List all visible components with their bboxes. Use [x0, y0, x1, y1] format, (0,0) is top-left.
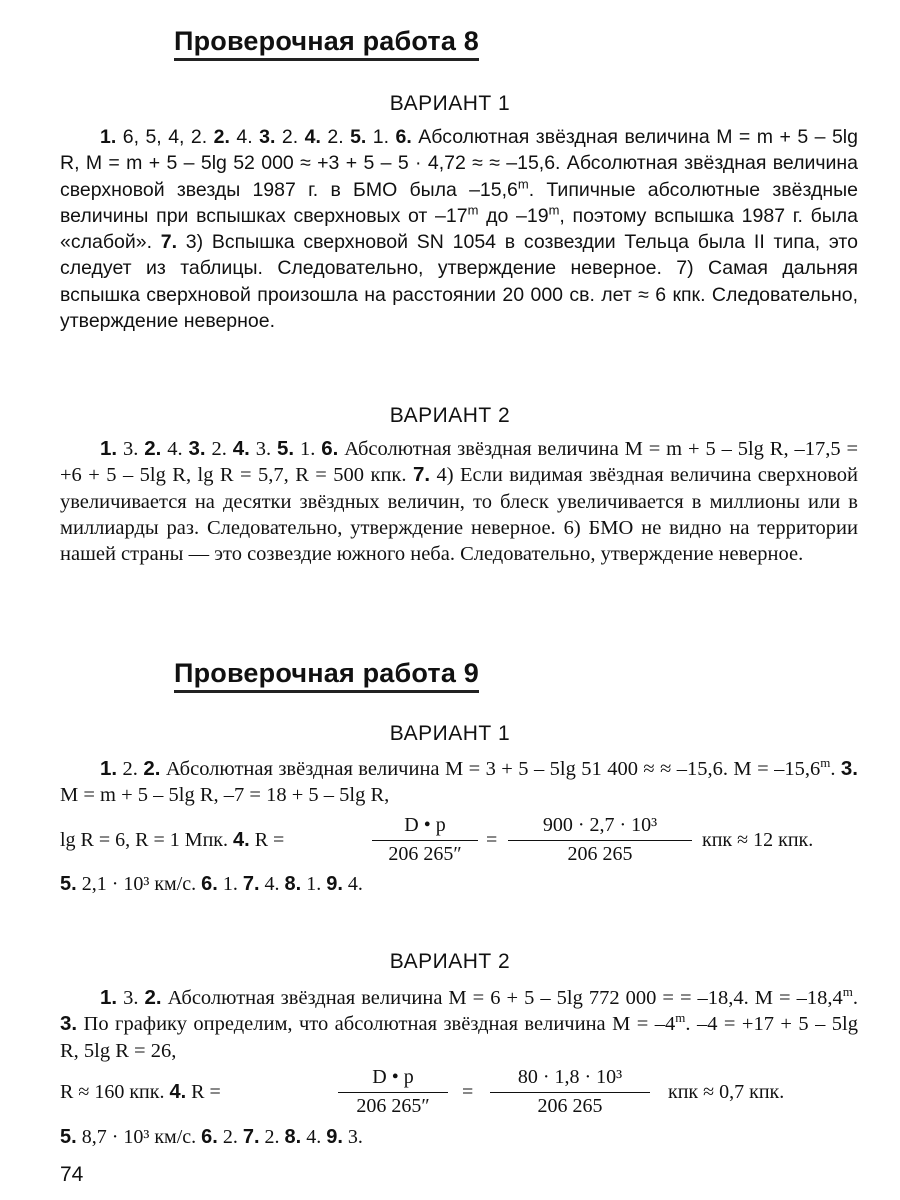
answer: 1.: [301, 873, 327, 895]
answer-text: lg R = 6, R = 1 Мпк.: [60, 829, 233, 851]
answer: 4.: [342, 873, 363, 895]
superscript: m: [842, 984, 853, 1000]
answer: 3.: [249, 438, 277, 460]
answer-text: 3) Вспышка сверхновой SN 1054 в созвездии Тельца была II типа, это следует из таблицы. Следовательно, утверждение неверное. 7) Самая дальняя вспышка сверхновой произошла на расстоянии 20 000 св. лет ≈ 6 кпк. Следовательно, утверждение неверное.: [60, 231, 858, 333]
q-number: 1.: [100, 757, 118, 780]
q-number: 6.: [201, 873, 218, 895]
answer: 2.: [320, 126, 351, 148]
fraction-numerator: 80 · 1,8 · 10³: [517, 1066, 623, 1088]
result-text: кпк ≈ 0,7 кпк.: [668, 1081, 785, 1103]
fraction-value: [490, 1066, 650, 1118]
answer: 3.: [342, 1126, 363, 1148]
q-number: 5.: [60, 873, 77, 895]
answer: 2.: [117, 758, 144, 780]
q-number: 5.: [60, 1126, 77, 1148]
answers-w9-v2-tail: [60, 1126, 363, 1149]
q-number: 2.: [143, 757, 161, 780]
answer-text: R ≈ 160 кпк.: [60, 1081, 170, 1103]
q-number: 1.: [100, 437, 118, 460]
fraction-bar: [372, 840, 478, 841]
fraction-bar: [508, 840, 692, 841]
fraction-formula: [338, 1066, 448, 1118]
fraction-formula: [372, 814, 478, 866]
answer-text: . –4 = +17 + 5 – 5lg R, 5lg R = 26,: [60, 1013, 858, 1062]
answer: 3.: [117, 987, 145, 1009]
formula-line-w9-v1: [60, 829, 284, 852]
answer-text: Абсолютная звёздная величина M = 3 + 5 – 5lg 51 400 ≈ ≈ –15,6. M = –15,6: [160, 758, 821, 780]
answer: 1.: [294, 438, 322, 460]
q-number: 6.: [201, 1126, 218, 1148]
q-number: 4.: [169, 1081, 187, 1103]
answer-text: . Типичные абсолютные звёздные величины при вспышках сверхновых от –17: [60, 178, 858, 227]
q-number: 7.: [242, 1126, 260, 1148]
answer: 4.: [161, 438, 189, 460]
fraction-numerator: D • p: [372, 1066, 414, 1088]
equals-sign: =: [486, 829, 498, 851]
q-number: 4.: [304, 126, 321, 148]
q-number: 4.: [232, 437, 250, 460]
q-number: 7.: [160, 231, 178, 254]
page-number: 74: [60, 1163, 84, 1186]
fraction-bar: [338, 1092, 448, 1093]
q-number: 3.: [840, 757, 859, 780]
answers-w9-v1-tail: [60, 873, 363, 896]
section-title-text: Проверочная работа 9: [174, 658, 479, 688]
answer: 6, 5, 4, 2.: [116, 126, 214, 148]
title-underline: [174, 690, 479, 693]
variant-heading-w9-v1: ВАРИАНТ 1: [389, 722, 511, 745]
answer: 2.: [217, 1126, 243, 1148]
fraction-numerator: D • p: [404, 814, 446, 836]
fraction-denominator: 206 265″: [388, 843, 462, 865]
superscript: m: [467, 202, 479, 218]
section-title-work-9: [174, 658, 479, 693]
answer: 3.: [117, 438, 145, 460]
fraction-numerator: 900 · 2,7 · 10³: [542, 814, 658, 836]
answer: 2.: [259, 1126, 285, 1148]
superscript: m: [548, 202, 560, 218]
answer-text: Абсолютная звёздная величина M = m + 5 – 5lg R, –17,5 = +6 + 5 – 5lg R, lg R = 5,7, R = 500 кпк.: [60, 438, 859, 487]
fraction-denominator: 206 265: [537, 1095, 603, 1117]
q-number: 5.: [277, 437, 295, 460]
section-title-work-8: [174, 26, 479, 61]
q-number: 5.: [350, 126, 367, 148]
answer-text: .: [852, 987, 858, 1009]
q-number: 2.: [213, 126, 230, 148]
q-number: 9.: [326, 1126, 343, 1148]
q-number: 3.: [259, 126, 276, 148]
q-number: 1.: [100, 126, 117, 148]
answer-text: Абсолютная звёздная величина M = m + 5 – 5lg R, M = m + 5 – 5lg 52 000 ≈ +3 + 5 – 5 · 4,72 ≈ ≈ –15,6. Абсолютная звёздная величина сверхновой звезды 1987 г. в БМО была –15,6: [60, 126, 858, 201]
q-number: 8.: [284, 1126, 302, 1148]
q-number: 2.: [144, 986, 162, 1009]
answer: 2.: [205, 438, 233, 460]
answer: 4.: [259, 873, 285, 895]
superscript: m: [675, 1010, 686, 1026]
superscript: m: [820, 755, 831, 771]
variant-heading-w8-v1: ВАРИАНТ 1: [389, 92, 511, 115]
result-text: кпк ≈ 12 кпк.: [702, 829, 814, 851]
section-title-text: Проверочная работа 8: [174, 26, 479, 56]
answers-w9-v2-text: [60, 985, 858, 1064]
q-number: 9.: [326, 873, 343, 895]
answer-text: до –19: [478, 204, 549, 227]
answer: 2,1 · 10³ км/с.: [76, 873, 202, 895]
q-number: 2.: [144, 437, 162, 460]
fraction-denominator: 206 265: [567, 843, 633, 865]
answer-text: .: [830, 758, 841, 780]
q-number: 8.: [284, 873, 302, 895]
fraction-denominator: 206 265″: [356, 1095, 430, 1117]
q-number: 7.: [412, 463, 431, 487]
answer: 8,7 · 10³ км/с.: [76, 1126, 202, 1148]
answer: 1.: [217, 873, 243, 895]
answer-text: R =: [186, 1081, 221, 1103]
superscript: m: [517, 176, 529, 192]
formula-line-w9-v2: [60, 1081, 221, 1104]
answer-text: R =: [249, 829, 285, 851]
equals-sign: =: [462, 1081, 474, 1103]
answer-text: Абсолютная звёздная величина M = 6 + 5 – 5lg 772 000 = = –18,4. M = –18,4: [161, 987, 843, 1009]
answers-w9-v1-text: [60, 756, 858, 809]
q-number: 6.: [321, 437, 339, 460]
q-number: 1.: [100, 986, 118, 1009]
answers-w8-v1: [60, 124, 858, 334]
variant-heading-w9-v2: ВАРИАНТ 2: [389, 950, 511, 973]
fraction-value: [508, 814, 692, 866]
q-number: 4.: [233, 829, 250, 851]
answer: 4.: [301, 1126, 327, 1148]
fraction-bar: [490, 1092, 650, 1093]
q-number: 7.: [242, 873, 260, 895]
answer: 4.: [229, 126, 260, 148]
answer-text: , поэтому вспышка 1987 г. была «слабой».: [60, 204, 858, 254]
q-number: 3.: [188, 437, 206, 460]
q-number: 3.: [60, 1012, 78, 1036]
answers-w8-v2: [60, 436, 858, 567]
title-underline: [174, 58, 479, 61]
answer-text: По графику определим, что абсолютная звёздная величина M = –4: [77, 1013, 676, 1036]
answer-text: M = m + 5 – 5lg R, –7 = 18 + 5 – 5lg R,: [60, 784, 390, 807]
answer: 2.: [275, 126, 305, 148]
q-number: 6.: [395, 126, 412, 148]
variant-heading-w8-v2: ВАРИАНТ 2: [389, 404, 511, 427]
answer-text: 4) Если видимая звёздная величина сверхновой увеличивается на десятки звёздных величин, то блеск увеличивается в миллионы или в миллиарды раз. Следовательно, утверждение неверное. 6) БМО не видно на территории нашей страны — это созвездие южного неба. Следовательно, утверждение неверное.: [60, 464, 859, 566]
answer: 1.: [366, 126, 396, 148]
